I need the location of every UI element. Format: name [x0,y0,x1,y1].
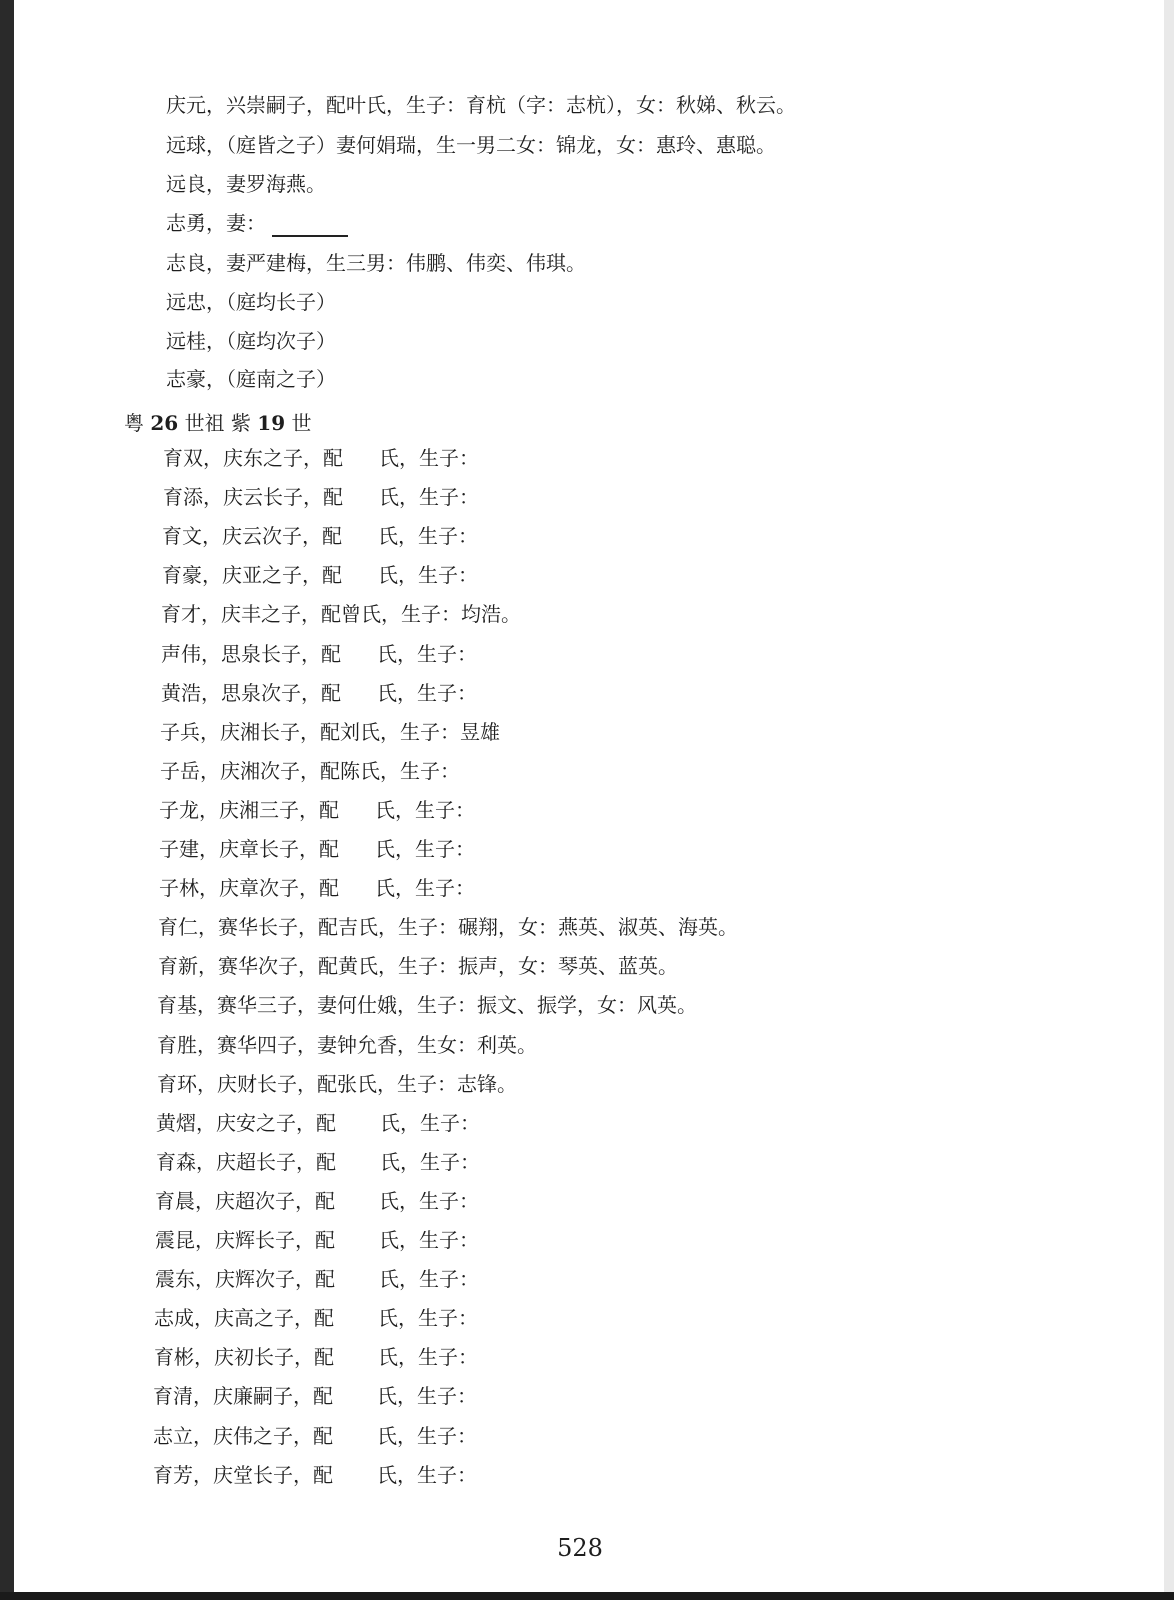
record-children: 氏，生子： [377,1424,477,1448]
record-spouse: 配 [315,1189,335,1213]
record-row: 育文，庆云次子，配 氏，生子： [162,524,478,548]
record-name: 子建 [159,837,199,861]
record-row: 育添，庆云长子，配 氏，生子： [163,485,479,509]
record-name: 子林 [159,876,199,900]
record-spouse: 配 [322,563,342,587]
record-father: 庆财长子 [217,1072,297,1096]
record-name: 育文 [162,524,202,548]
record-row: 育豪，庆亚之子，配 氏，生子： [162,563,478,587]
record-children: 氏，生子： [379,1228,479,1252]
record-row: 育清，庆廉嗣子，配 氏，生子： [153,1384,477,1408]
record-row: 育芳，庆堂长子，配 氏，生子： [153,1463,477,1487]
record-father: 庆亚之子 [222,563,302,587]
record-father: 庆东之子 [223,446,303,470]
record-name: 育胜 [157,1033,197,1057]
record-father: 庆章长子 [219,837,299,861]
record-spouse: 配 [315,1228,335,1252]
record-row: 子龙，庆湘三子，配 氏，生子： [159,798,475,822]
record-father: 庆廉嗣子 [213,1384,293,1408]
record-row: 育基，赛华三子，妻何仕娥，生子：振文、振学，女：风英。 [157,993,697,1017]
heading-prefix: 粤 [124,411,144,435]
record-father: 赛华四子 [217,1033,297,1057]
record-name: 志立 [153,1424,193,1448]
record-row: 育新，赛华次子，配黄氏，生子：振声，女：琴英、蓝英。 [158,954,678,978]
record-spouse: 配 [322,524,342,548]
blank-underline [272,213,348,237]
record-father: 庆云次子 [222,524,302,548]
intro-line: 远桂，（庭均次子） [166,329,336,353]
heading-num1: 26 [150,411,179,435]
section-heading [124,409,311,437]
record-spouse: 妻何仕娥，生子：振文、振学，女：风英。 [317,993,697,1017]
record-father: 赛华次子 [218,954,298,978]
record-row: 震东，庆辉次子，配 氏，生子： [155,1267,479,1291]
record-father: 庆湘三子 [219,798,299,822]
record-row: 子兵，庆湘长子，配刘氏，生子：昱雄 [160,720,500,744]
record-name: 黄熠 [156,1111,196,1135]
record-spouse: 配 [321,642,341,666]
record-spouse: 配 [315,1267,335,1291]
record-spouse: 配 [314,1306,334,1330]
record-children: 氏，生子： [378,1345,478,1369]
record-spouse: 配 [321,681,341,705]
record-children: 氏，生子： [378,524,478,548]
record-row: 育环，庆财长子，配张氏，生子：志锋。 [157,1072,517,1096]
intro-line-text: 志勇，妻： [166,211,266,235]
intro-line: 庆元，兴崇嗣子，配叶氏，生子：育杭（字：志杭），女：秋娣、秋云。 [166,93,796,117]
record-name: 育环 [157,1072,197,1096]
record-name: 志成 [154,1306,194,1330]
record-name: 震东 [155,1267,195,1291]
record-children: 氏，生子： [379,446,479,470]
intro-line: 志豪，（庭南之子） [166,367,336,391]
record-father: 庆云长子 [223,485,303,509]
record-children: 氏，生子： [379,1267,479,1291]
record-spouse: 配 [314,1345,334,1369]
record-name: 育芳 [153,1463,193,1487]
record-row: 子林，庆章次子，配 氏，生子： [159,876,475,900]
record-children: 氏，生子： [375,876,475,900]
record-father: 赛华三子 [217,993,297,1017]
record-father: 庆堂长子 [213,1463,293,1487]
record-name: 黄浩 [161,681,201,705]
record-children: 氏，生子： [378,563,478,587]
intro-line-with-blank [166,209,348,237]
record-spouse: 配刘氏，生子：昱雄 [320,720,500,744]
record-row: 志立，庆伟之子，配 氏，生子： [153,1424,477,1448]
record-name: 育豪 [162,563,202,587]
record-spouse: 配 [323,446,343,470]
record-children: 氏，生子： [380,1111,480,1135]
record-children: 氏，生子： [377,681,477,705]
record-father: 庆辉次子 [215,1267,295,1291]
record-father: 庆初长子 [214,1345,294,1369]
record-row: 志成，庆高之子，配 氏，生子： [154,1306,478,1330]
record-children: 氏，生子： [378,1306,478,1330]
record-children: 氏，生子： [377,1463,477,1487]
record-name: 育新 [158,954,198,978]
record-name: 育清 [153,1384,193,1408]
record-children: 氏，生子： [379,1189,479,1213]
record-children: 氏，生子： [375,798,475,822]
record-father: 庆章次子 [219,876,299,900]
record-children: 氏，生子： [377,642,477,666]
record-spouse: 配吉氏，生子：碾翔，女：燕英、淑英、海英。 [318,915,738,939]
record-row: 育仁，赛华长子，配吉氏，生子：碾翔，女：燕英、淑英、海英。 [158,915,738,939]
record-father: 庆丰之子 [221,602,301,626]
record-name: 子岳 [160,759,200,783]
record-father: 庆辉长子 [215,1228,295,1252]
record-father: 赛华长子 [218,915,298,939]
record-children: 氏，生子： [377,1384,477,1408]
intro-line: 远忠，（庭均长子） [166,290,336,314]
record-father: 庆安之子 [216,1111,296,1135]
record-name: 子龙 [159,798,199,822]
record-row: 震昆，庆辉长子，配 氏，生子： [155,1228,479,1252]
intro-line: 志良，妻严建梅，生三男：伟鹏、伟奕、伟琪。 [166,251,586,275]
intro-line: 远球，（庭皆之子）妻何娟瑞，生一男二女：锦龙，女：惠玲、惠聪。 [166,133,776,157]
record-row: 黄熠，庆安之子，配 氏，生子： [156,1111,480,1135]
record-name: 育仁 [158,915,198,939]
record-spouse: 配 [313,1463,333,1487]
record-spouse: 配 [313,1424,333,1448]
record-spouse: 配 [319,876,339,900]
record-name: 育森 [156,1150,196,1174]
record-name: 育添 [163,485,203,509]
record-father: 庆高之子 [214,1306,294,1330]
record-row: 子岳，庆湘次子，配陈氏，生子： [160,759,460,783]
record-father: 思泉次子 [221,681,301,705]
record-name: 育基 [157,993,197,1017]
record-name: 育彬 [154,1345,194,1369]
record-name: 育双 [163,446,203,470]
record-children: 氏，生子： [375,837,475,861]
record-father: 庆湘次子 [220,759,300,783]
record-name: 子兵 [160,720,200,744]
record-spouse: 配黄氏，生子：振声，女：琴英、蓝英。 [318,954,678,978]
record-row: 育彬，庆初长子，配 氏，生子： [154,1345,478,1369]
record-row: 育才，庆丰之子，配曾氏，生子：均浩。 [161,602,521,626]
record-spouse: 配张氏，生子：志锋。 [317,1072,517,1096]
record-spouse: 配曾氏，生子：均浩。 [321,602,521,626]
intro-line: 远良，妻罗海燕。 [166,172,326,196]
record-spouse: 配陈氏，生子： [320,759,460,783]
record-spouse: 配 [316,1150,336,1174]
record-father: 庆超次子 [215,1189,295,1213]
record-children: 氏，生子： [380,1150,480,1174]
record-row: 育胜，赛华四子，妻钟允香，生女：利英。 [157,1033,537,1057]
record-name: 育晨 [155,1189,195,1213]
record-name: 震昆 [155,1228,195,1252]
record-father: 庆超长子 [216,1150,296,1174]
record-spouse: 妻钟允香，生女：利英。 [317,1033,537,1057]
record-father: 庆伟之子 [213,1424,293,1448]
record-row: 育晨，庆超次子，配 氏，生子： [155,1189,479,1213]
heading-num2: 19 [257,411,286,435]
record-name: 育才 [161,602,201,626]
record-spouse: 配 [323,485,343,509]
heading-suffix: 世 [291,411,312,435]
record-father: 思泉长子 [221,642,301,666]
record-row: 声伟，思泉长子，配 氏，生子： [161,642,477,666]
record-row: 育双，庆东之子，配 氏，生子： [163,446,479,470]
record-row: 黄浩，思泉次子，配 氏，生子： [161,681,477,705]
record-name: 声伟 [161,642,201,666]
page-number: 528 [557,1534,603,1562]
record-spouse: 配 [319,837,339,861]
record-row: 子建，庆章长子，配 氏，生子： [159,837,475,861]
record-row: 育森，庆超长子，配 氏，生子： [156,1150,480,1174]
record-spouse: 配 [319,798,339,822]
record-father: 庆湘长子 [220,720,300,744]
record-spouse: 配 [313,1384,333,1408]
record-spouse: 配 [316,1111,336,1135]
heading-mid: 世祖 紫 [184,411,251,435]
record-children: 氏，生子： [379,485,479,509]
